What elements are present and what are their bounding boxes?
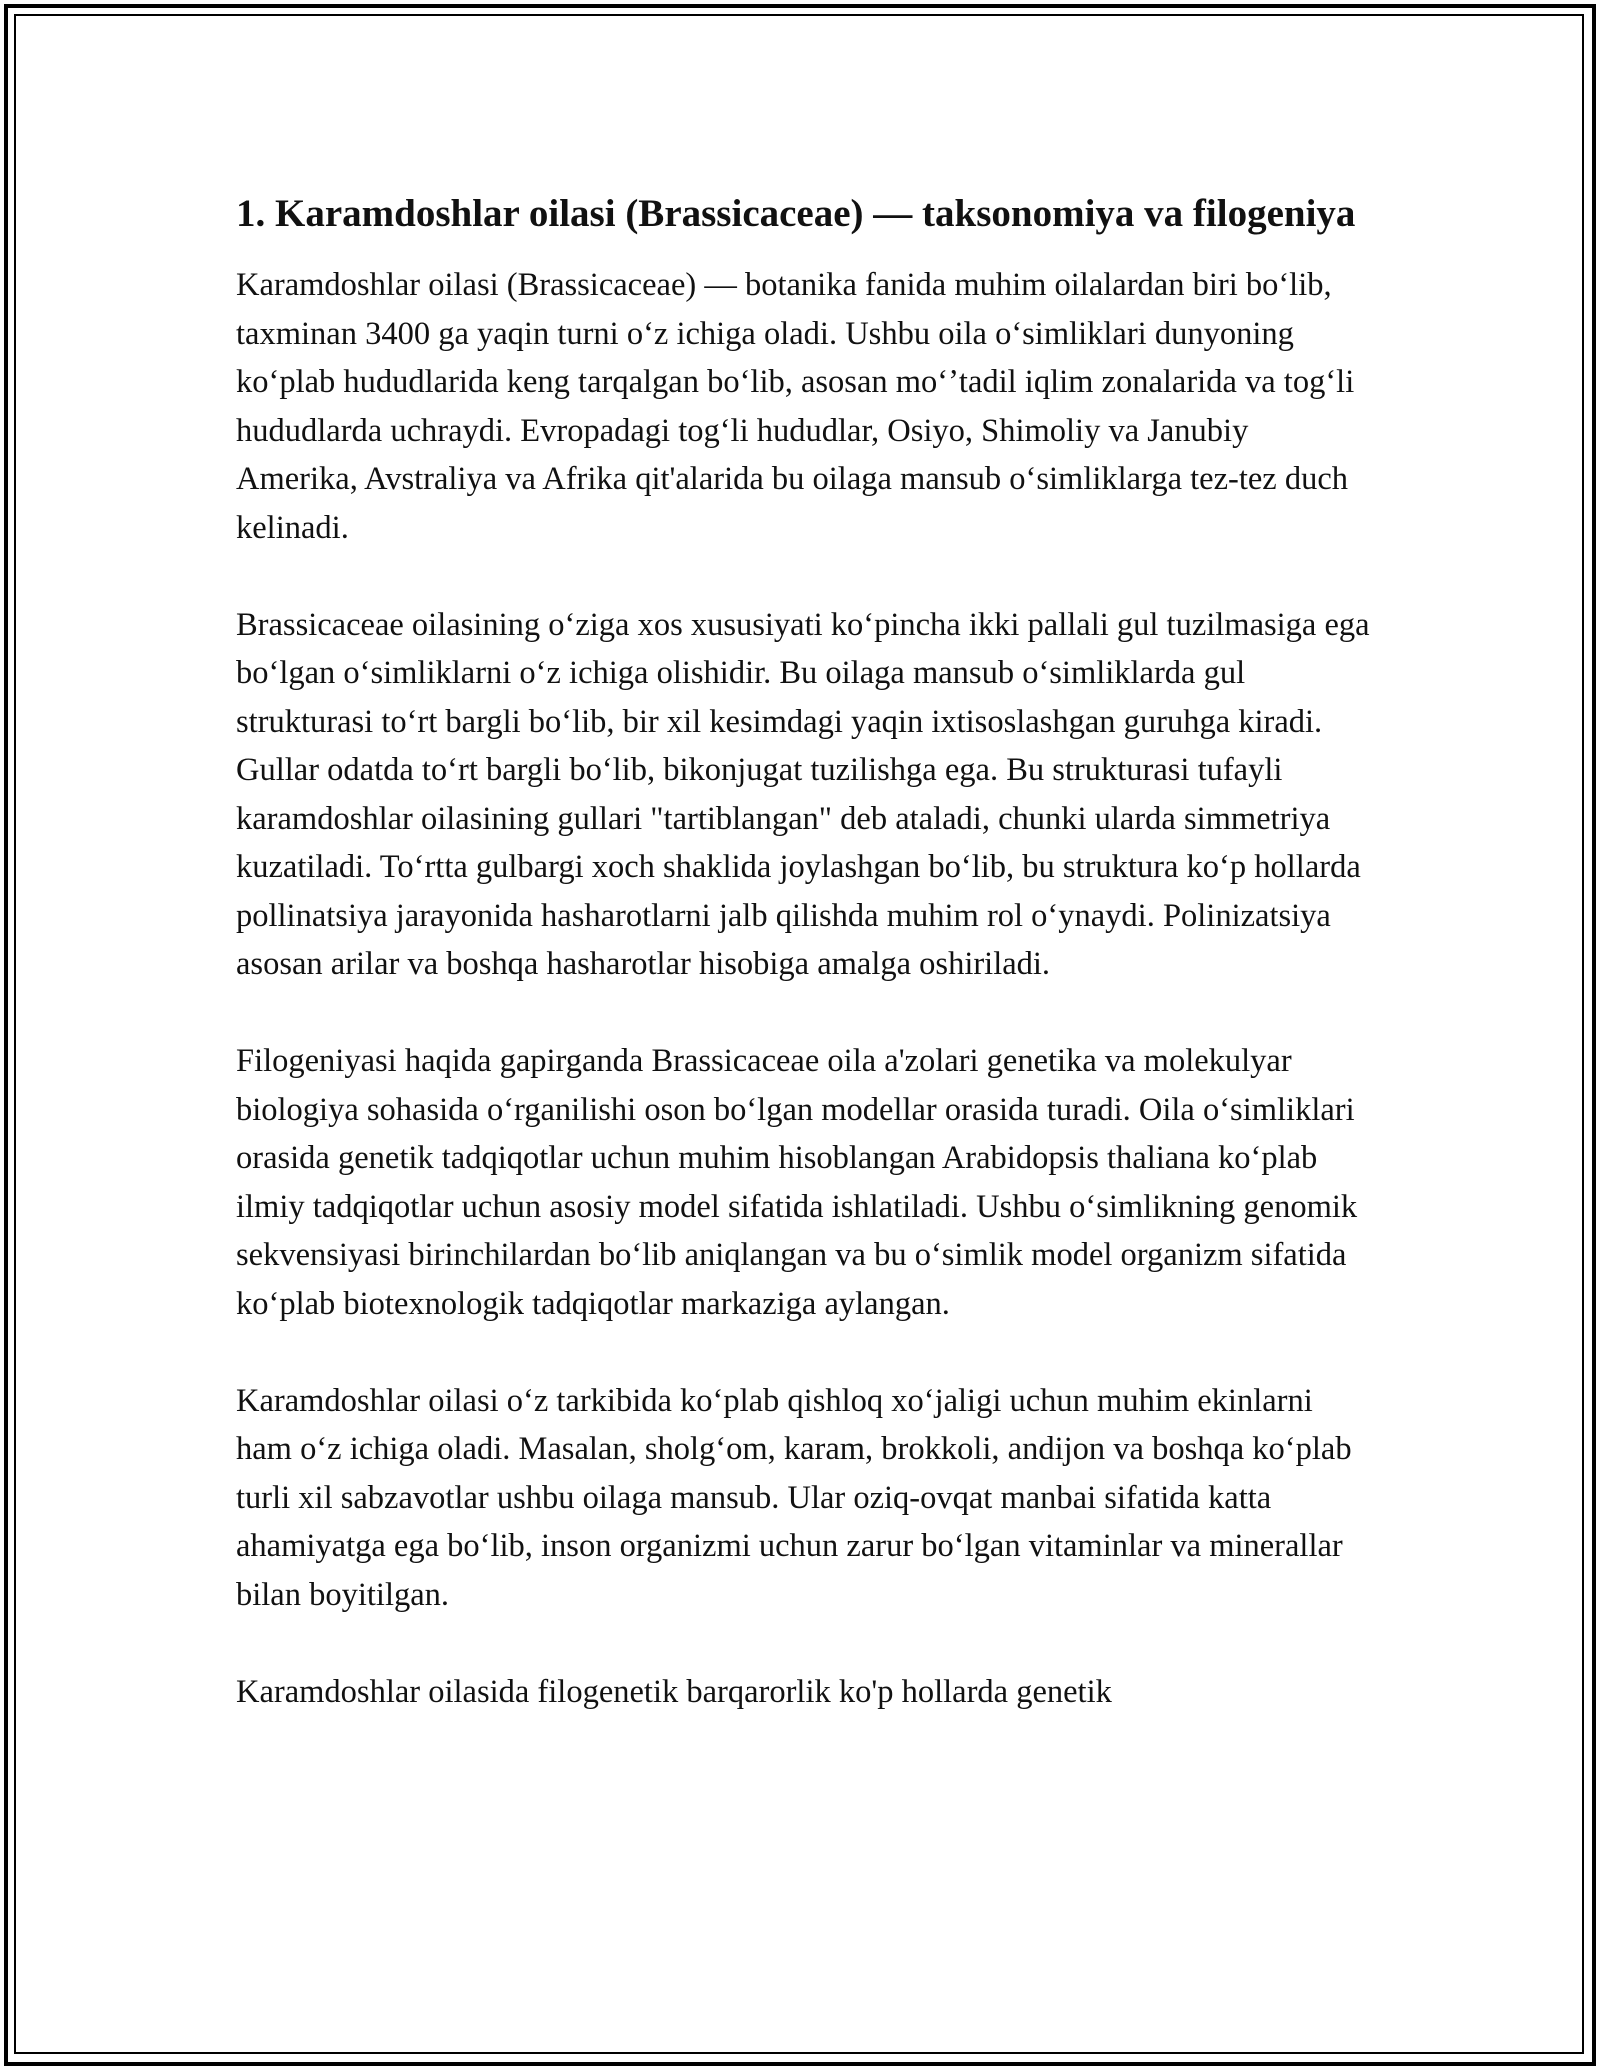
paragraph-2: Brassicaceae oilasining oʻziga xos xususiyati koʻpincha ikki pallali gul tuzilmasiga ega boʻlgan oʻsimliklarni oʻz ichiga olishidir. Bu oilaga mansub oʻsimliklarda gul strukturasi toʻrt bargli boʻlib, bir xil kesimdagi yaqin ixtisoslashgan guruhga kiradi. Gullar odatda toʻrt bargli boʻlib, bikonjugat tuzilishga ega. Bu strukturasi tufayli karamdoshlar oilasining gullari "tartiblangan" deb ataladi, chunki ularda simmetriya kuzatiladi. Toʻrtta gulbargi xoch shaklida joylashgan boʻlib, bu struktura koʻp hollarda pollinatsiya jarayonida hasharotlarni jalb qilishda muhim rol oʻynaydi. Polinizatsiya asosan arilar va boshqa hasharotlar hisobiga amalga oshiriladi. [236, 606, 1370, 982]
paragraph-5: Karamdoshlar oilasida filogenetik barqarorlik ko'p hollarda genetik [236, 1673, 1112, 1710]
paragraph-1: Karamdoshlar oilasi (Brassicaceae) — botanika fanida muhim oilalardan biri boʻlib, taxminan 3400 ga yaqin turni oʻz ichiga oladi. Ushbu oila oʻsimliklari dunyoning koʻplab hududlarida keng tarqalgan boʻlib, asosan moʻʼtadil iqlim zonalarida va togʻli hududlarda uchraydi. Evropadagi togʻli hududlar, Osiyo, Shimoliy va Janubiy Amerika, Avstraliya va Afrika qit'alarida bu oilaga mansub oʻsimliklarga tez-tez duch kelinadi. [236, 267, 1355, 546]
paragraph-4: Karamdoshlar oilasi oʻz tarkibida koʻplab qishloq xoʻjaligi uchun muhim ekinlarni ham oʻz ichiga oladi. Masalan, sholgʻom, karam, brokkoli, andijon va boshqa koʻplab turli xil sabzavotlar ushbu oilaga mansub. Ular oziq-ovqat manbai sifatida katta ahamiyatga ega boʻlib, inson organizmi uchun zarur boʻlgan vitaminlar va minerallar bilan boyitilgan. [236, 1382, 1352, 1613]
section-title: 1. Karamdoshlar oilasi (Brassicaceae) — taksonomiya va filogeniya [236, 192, 1356, 235]
document-body [236, 186, 1376, 1765]
paragraph-3: Filogeniyasi haqida gapirganda Brassicaceae oila a'zolari genetika va molekulyar biologiya sohasida oʻrganilishi oson boʻlgan modellar orasida turadi. Oila oʻsimliklari orasida genetik tadqiqotlar uchun muhim hisoblangan Arabidopsis thaliana koʻplab ilmiy tadqiqotlar uchun asosiy model sifatida ishlatiladi. Ushbu oʻsimlikning genomik sekvensiyasi birinchilardan boʻlib aniqlangan va bu oʻsimlik model organizm sifatida koʻplab biotexnologik tadqiqotlar markaziga aylangan. [236, 1043, 1358, 1322]
